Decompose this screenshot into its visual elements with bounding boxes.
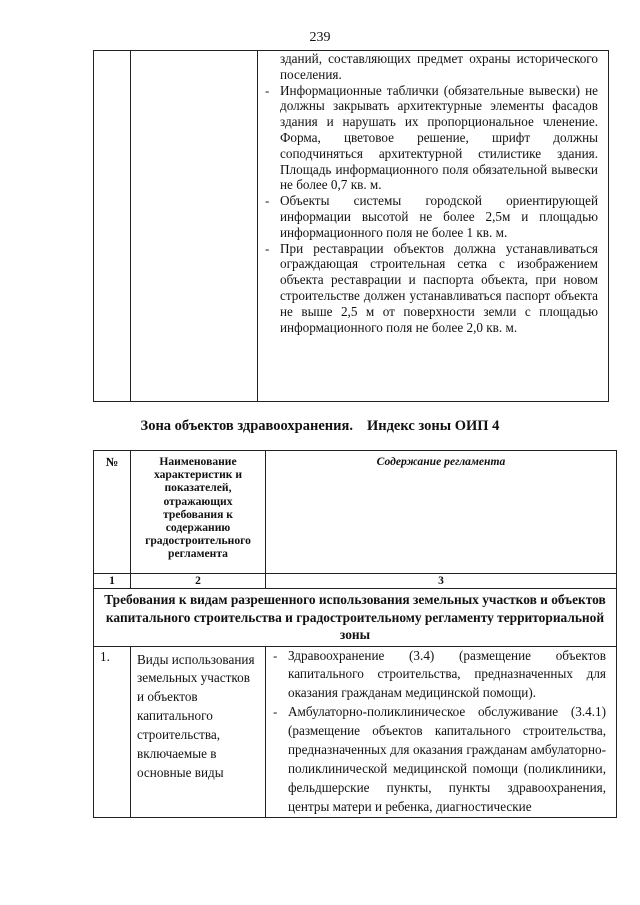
use-types-list [266,647,616,817]
column-number: 2 [131,574,266,589]
header-name: Наименование характеристик и показателей, отражающих требования к содержанию градостроительного регламента [131,451,266,574]
table-row [94,646,617,817]
continuation-table [93,50,609,402]
zone-heading [0,418,640,435]
use-type-item: - Здравоохранение (3.4) (размещение объектов капитального строительства, предназначенных для оказания гражданам медицинской помощи). [273,647,606,701]
header-content: Содержание регламента [266,451,617,574]
regulation-item: - Объекты системы городской ориентирующей информации высотой не более 2,5м и площадью информационного поля не более 1 кв. м. [265,193,598,240]
use-type-item: - Амбулаторно-поликлиническое обслуживание (3.4.1) (размещение объектов капитального строительства, предназначенных для оказания гражданам амбулаторно-поликлинической медицинской помощи (поликлиники, фельдшерские пункты, пункты здравоохранения, центры матери и ребенка, диагностические [273,704,606,814]
regulation-content-cell [258,51,609,402]
column-number: 1 [94,574,131,589]
zone-index: Индекс зоны ОИП 4 [366,418,500,434]
header-number: № [94,451,131,574]
zone-title: Зона объектов здравоохранения. [140,418,353,434]
dash-bullet: - [265,240,270,256]
row-content [266,646,617,817]
section-title: Требования к видам разрешенного использования земельных участков и объектов капитального строительства и градостроительному регламенту территориальной зоны [94,589,617,647]
dash-bullet: - [265,82,270,98]
empty-name-cell [131,51,258,402]
continuation-text: зданий, составляющих предмет охраны исторического поселения. [280,51,598,82]
regulation-table [93,450,617,818]
row-number: 1. [94,646,131,817]
dash-bullet: - [273,647,278,663]
empty-number-cell [94,51,131,402]
header-row [94,451,617,574]
column-number: 3 [266,574,617,589]
dash-bullet: - [265,193,270,209]
regulation-item: - При реставрации объектов должна устанавливаться ограждающая строительная сетка с изображением объекта реставрации и паспорта объекта, при новом строительстве должен устанавливаться паспорт объекта не выше 2,5 м от поверхности земли с площадью информационного поля не более 2,0 кв. м. [265,240,598,335]
section-row [94,589,617,647]
page-number: 239 [309,30,331,45]
dash-bullet: - [273,704,278,720]
regulation-item: - Информационные таблички (обязательные вывески) не должны закрывать архитектурные элементы фасадов здания и нарушать их пропорциональное членение. Форма, цветовое решение, шрифт должны соподчиняться архитектурной стилистике здания. Площадь информационного поля обязательной вывески не более 0,7 кв. м. [265,82,598,193]
regulation-list [258,83,608,336]
column-number-row [94,574,617,589]
row-name: Виды использования земельных участков и объектов капитального строительства, включаемые в основные виды [131,646,266,817]
